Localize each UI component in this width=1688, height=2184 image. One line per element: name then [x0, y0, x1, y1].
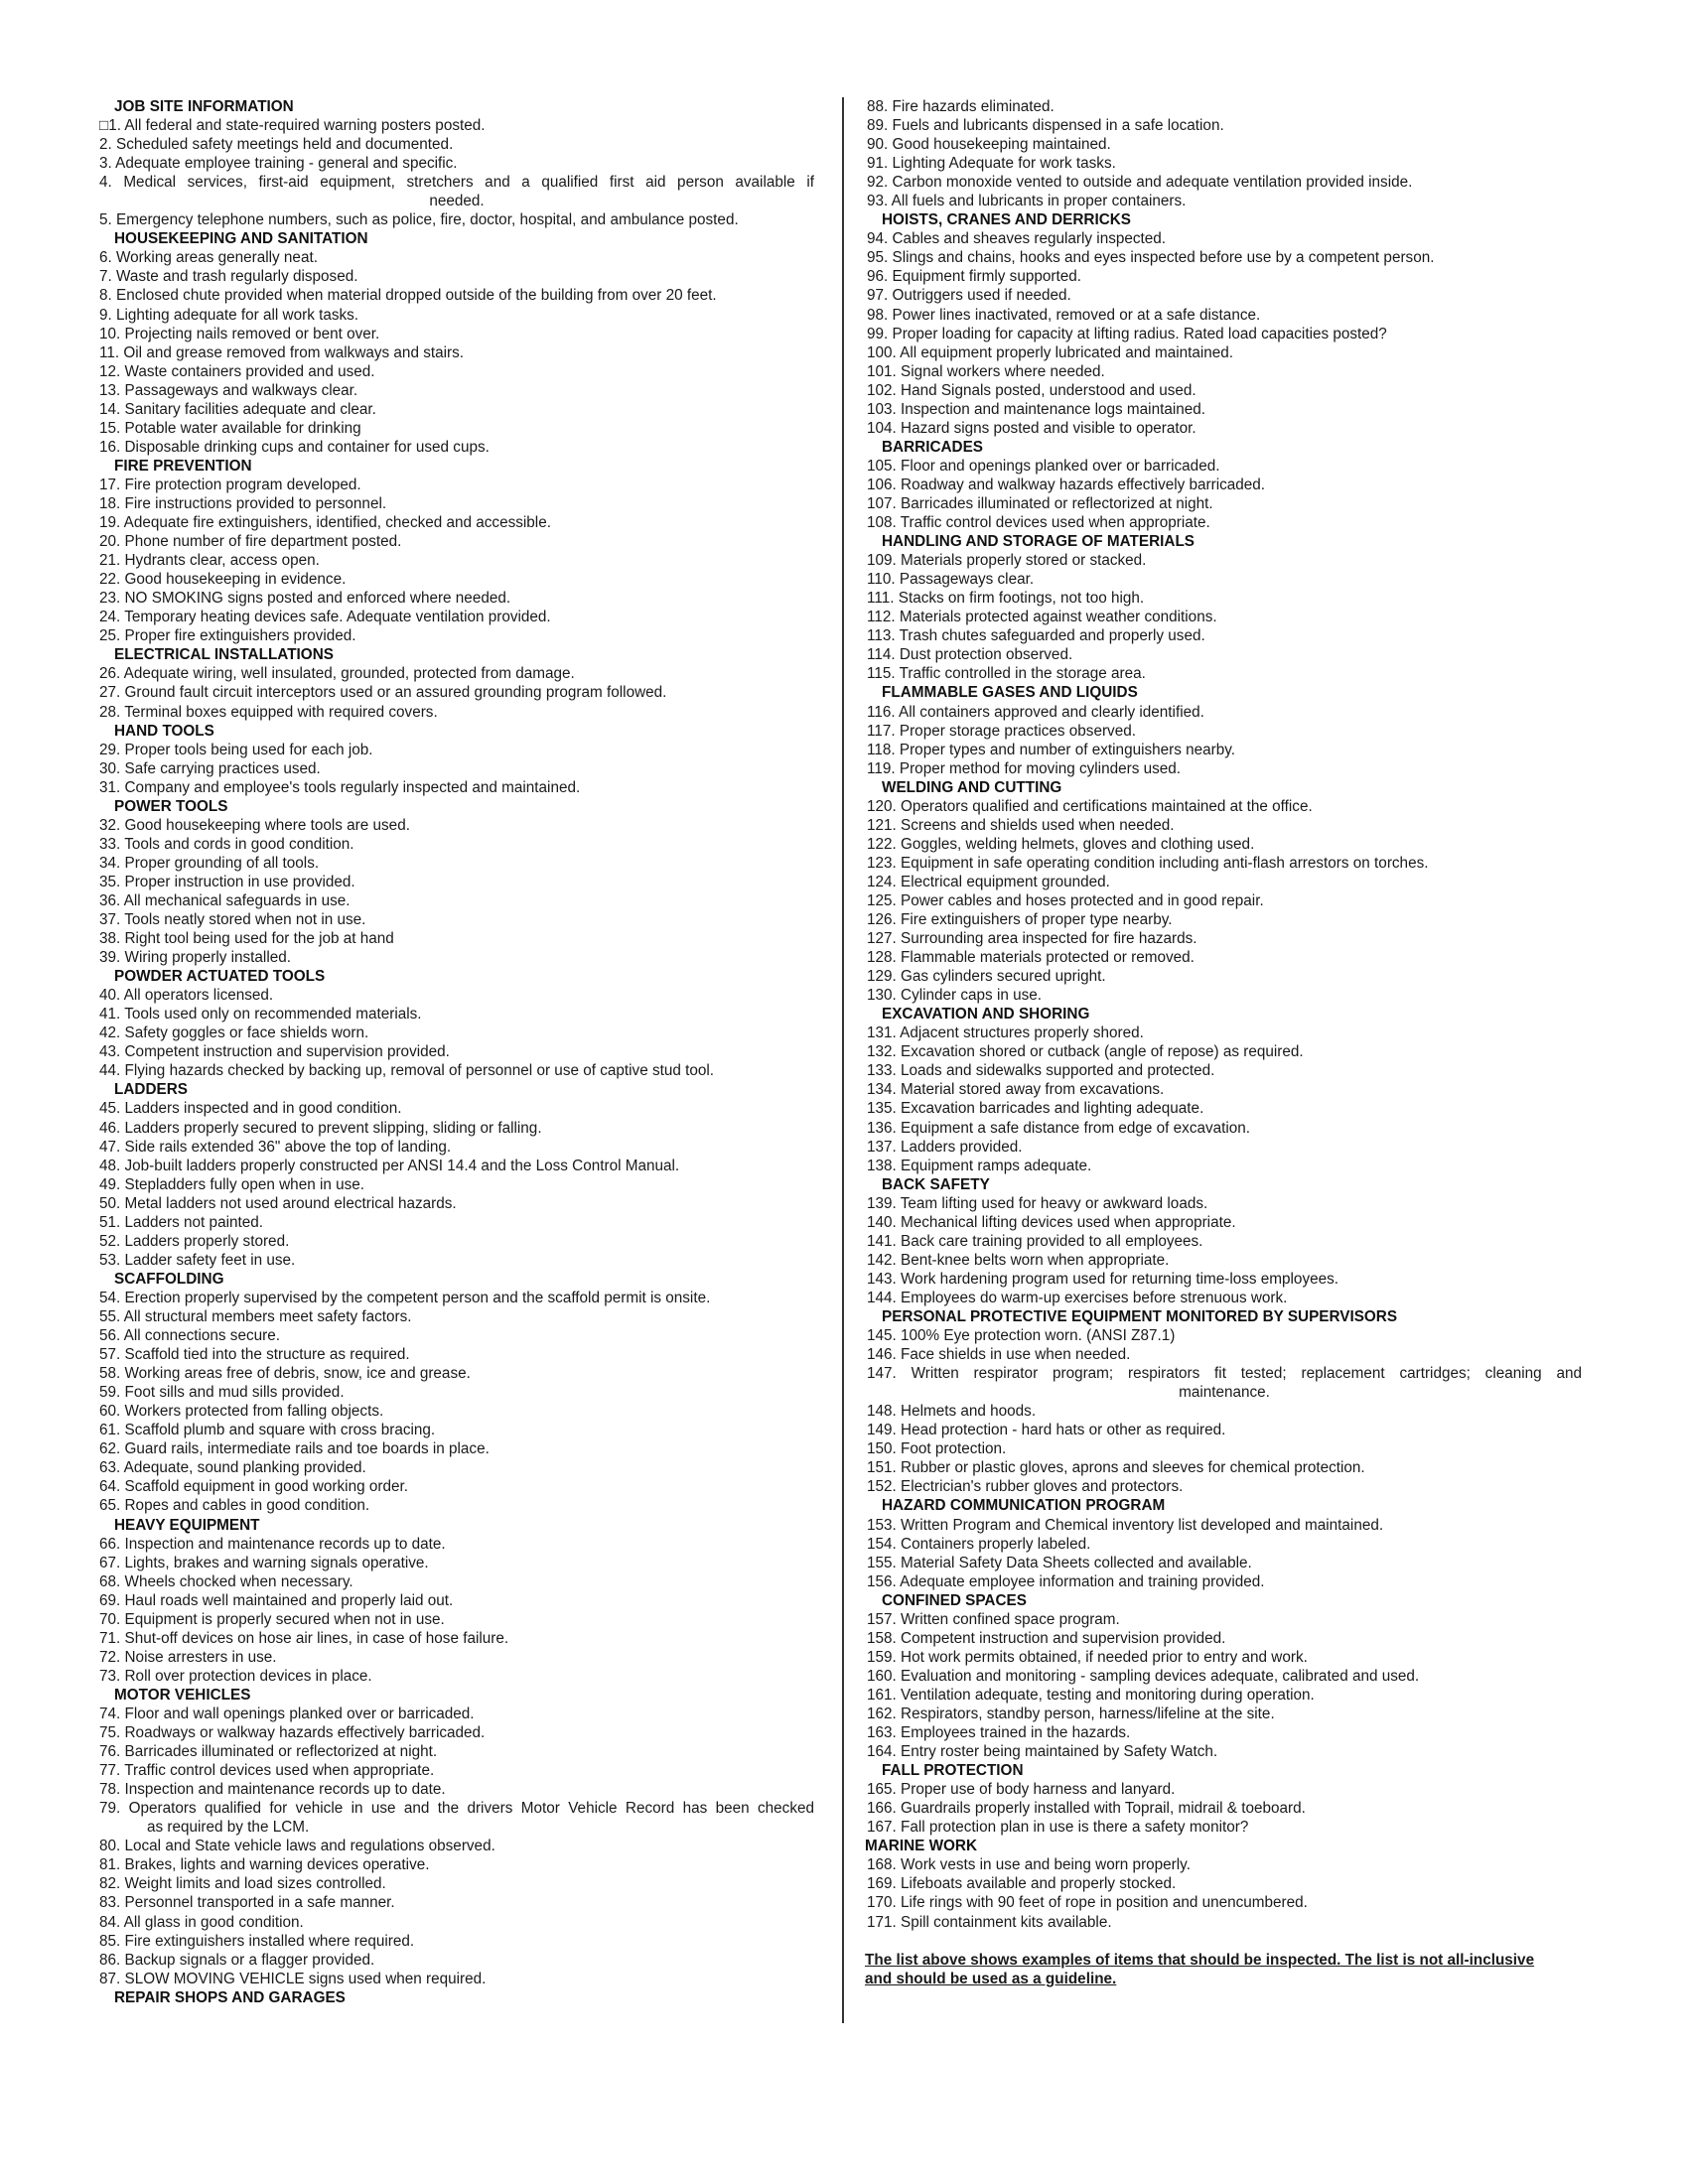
checklist-item: 8. Enclosed chute provided when material dropped outside of the building from over 20 feet. — [99, 287, 717, 305]
checklist-item: 13. Passageways and walkways clear. — [99, 381, 358, 399]
checklist-item: 87. SLOW MOVING VEHICLE signs used when required. — [99, 1970, 487, 1987]
checklist-item: 165. Proper use of body harness and lanyard. — [867, 1781, 1176, 1799]
section-title: FLAMMABLE GASES AND LIQUIDS — [882, 684, 1138, 702]
checklist-item: 28. Terminal boxes equipped with required covers. — [99, 703, 438, 721]
section-title: BACK SAFETY — [882, 1175, 990, 1193]
checklist-item: 116. All containers approved and clearly identified. — [867, 703, 1204, 721]
checklist-section — [865, 1005, 1582, 1174]
checklist-item: 95. Slings and chains, hooks and eyes inspected before use by a competent person. — [867, 249, 1435, 267]
checklist-item: 142. Bent-knee belts worn when appropriate. — [867, 1251, 1170, 1269]
checklist-item: 65. Ropes and cables in good condition. — [99, 1497, 370, 1515]
checklist-item: 88. Fire hazards eliminated. — [867, 98, 1055, 115]
checklist-item: 47. Side rails extended 36" above the top of landing. — [99, 1138, 452, 1156]
checklist-item: 168. Work vests in use and being worn properly. — [867, 1856, 1191, 1874]
checklist-item: 130. Cylinder caps in use. — [867, 987, 1043, 1005]
checklist-item: 77. Traffic control devices used when appropriate. — [99, 1762, 435, 1780]
checklist-item: 127. Surrounding area inspected for fire hazards. — [867, 930, 1197, 948]
checklist-section — [865, 683, 1582, 777]
checklist-item: 100. All equipment properly lubricated and maintained. — [867, 343, 1234, 361]
checklist-item: 18. Fire instructions provided to personnel. — [99, 494, 387, 512]
checklist-item: □1. All federal and state-required warning posters posted. — [99, 117, 486, 135]
checklist-item: 119. Proper method for moving cylinders used. — [867, 759, 1182, 777]
checklist-item: 72. Noise arresters in use. — [99, 1648, 277, 1666]
checklist-item: 58. Working areas free of debris, snow, ice and grease. — [99, 1365, 471, 1383]
section-title: CONFINED SPACES — [882, 1591, 1027, 1609]
checklist-item: 36. All mechanical safeguards in use. — [99, 891, 351, 909]
checklist-item: 112. Materials protected against weather conditions. — [867, 609, 1217, 626]
checklist-item: 136. Equipment a safe distance from edge of excavation. — [867, 1119, 1251, 1137]
checklist-item: 61. Scaffold plumb and square with cross bracing. — [99, 1422, 436, 1439]
checklist-item: 46. Ladders properly secured to prevent slipping, sliding or falling. — [99, 1119, 542, 1137]
checklist-item: 123. Equipment in safe operating condition including anti-flash arrestors on torches. — [867, 854, 1429, 872]
checklist-item: 57. Scaffold tied into the structure as required. — [99, 1346, 410, 1364]
checklist-item: 48. Job-built ladders properly constructed per ANSI 14.4 and the Loss Control Manual. — [99, 1157, 680, 1174]
checklist-item: 171. Spill containment kits available. — [867, 1913, 1112, 1931]
checklist-section — [97, 1516, 814, 1686]
checklist-item: 7. Waste and trash regularly disposed. — [99, 268, 358, 286]
checklist-item: 29. Proper tools being used for each job. — [99, 741, 373, 758]
checklist-item: 59. Foot sills and mud sills provided. — [99, 1384, 345, 1402]
checklist-item: 21. Hydrants clear, access open. — [99, 552, 320, 570]
checklist-item: 125. Power cables and hoses protected and in good repair. — [867, 891, 1264, 909]
section-title: HAND TOOLS — [114, 722, 214, 740]
checklist-item: 30. Safe carrying practices used. — [99, 759, 321, 777]
checklist-item: 122. Goggles, welding helmets, gloves and clothing used. — [867, 835, 1255, 853]
checklist-item: 11. Oil and grease removed from walkways and stairs. — [99, 343, 464, 361]
checklist-item: 12. Waste containers provided and used. — [99, 362, 375, 380]
column-divider — [842, 97, 844, 2023]
footer-note: The list above shows examples of items that should be inspected. The list is not all-inclusive and should be used as a guideline. — [865, 1951, 1535, 1987]
checklist-item: 150. Foot protection. — [867, 1440, 1007, 1458]
checklist-item: 102. Hand Signals posted, understood and used. — [867, 381, 1196, 399]
checklist-item: 80. Local and State vehicle laws and regulations observed. — [99, 1838, 495, 1855]
section-title: HAZARD COMMUNICATION PROGRAM — [882, 1497, 1166, 1515]
checklist-item: 82. Weight limits and load sizes controlled. — [99, 1875, 386, 1893]
checklist-item: 67. Lights, brakes and warning signals operative. — [99, 1554, 429, 1571]
checklist-item: 56. All connections secure. — [99, 1327, 280, 1345]
checklist-section — [865, 97, 1582, 210]
checklist-item: 126. Fire extinguishers of proper type nearby. — [867, 911, 1173, 929]
checklist-item: 75. Roadways or walkway hazards effectively barricaded. — [99, 1724, 486, 1742]
right-sections — [865, 97, 1582, 1932]
checklist-item: 145. 100% Eye protection worn. (ANSI Z87.1) — [867, 1327, 1176, 1345]
checklist-item: 10. Projecting nails removed or bent over. — [99, 325, 380, 342]
checklist-item: 144. Employees do warm-up exercises before strenuous work. — [867, 1289, 1288, 1306]
checklist-item: 91. Lighting Adequate for work tasks. — [867, 155, 1116, 173]
checklist-item: 162. Respirators, standby person, harness/lifeline at the site. — [867, 1705, 1275, 1722]
checklist-item: 140. Mechanical lifting devices used when appropriate. — [867, 1213, 1236, 1231]
checklist-item: 32. Good housekeeping where tools are used. — [99, 816, 410, 834]
checklist-item: 135. Excavation barricades and lighting adequate. — [867, 1100, 1204, 1118]
section-title: MARINE WORK — [865, 1838, 978, 1855]
checklist-item: 133. Loads and sidewalks supported and protected. — [867, 1062, 1215, 1080]
checklist-item: 99. Proper loading for capacity at lifting radius. Rated load capacities posted? — [867, 325, 1387, 342]
checklist-item: 141. Back care training provided to all employees. — [867, 1232, 1203, 1250]
checklist-item: 17. Fire protection program developed. — [99, 476, 361, 493]
checklist-item: 137. Ladders provided. — [867, 1138, 1023, 1156]
checklist-section — [865, 210, 1582, 438]
checklist-item: 33. Tools and cords in good condition. — [99, 835, 354, 853]
checklist-item: 43. Competent instruction and supervision provided. — [99, 1043, 450, 1061]
checklist-item: 2. Scheduled safety meetings held and documented. — [99, 136, 454, 154]
checklist-item: 113. Trash chutes safeguarded and properly used. — [867, 627, 1205, 645]
checklist-item: 160. Evaluation and monitoring - sampling devices adequate, calibrated and used. — [867, 1667, 1420, 1685]
checklist-section — [97, 645, 814, 721]
checklist-item: 97. Outriggers used if needed. — [867, 287, 1071, 305]
checklist-item: 93. All fuels and lubricants in proper containers. — [867, 193, 1187, 210]
section-title: WELDING AND CUTTING — [882, 778, 1062, 796]
checklist-item: 108. Traffic control devices used when appropriate. — [867, 514, 1210, 532]
section-title: SCAFFOLDING — [114, 1270, 224, 1288]
checklist-item: 70. Equipment is properly secured when not in use. — [99, 1610, 445, 1628]
checklist-item: 115. Traffic controlled in the storage area. — [867, 665, 1146, 683]
section-title: MOTOR VEHICLES — [114, 1686, 251, 1704]
section-title: FALL PROTECTION — [882, 1762, 1024, 1780]
checklist-section — [97, 229, 814, 457]
checklist-item: 163. Employees trained in the hazards. — [867, 1724, 1131, 1742]
left-column — [97, 97, 814, 2007]
checklist-section — [97, 1988, 814, 2007]
checklist-item: 35. Proper instruction in use provided. — [99, 873, 355, 890]
checklist-item: 71. Shut-off devices on hose air lines, in case of hose failure. — [99, 1629, 509, 1647]
checklist-item: 78. Inspection and maintenance records up to date. — [99, 1781, 446, 1799]
checklist-item: 110. Passageways clear. — [867, 571, 1035, 589]
checklist-item: 37. Tools neatly stored when not in use. — [99, 911, 366, 929]
checklist-item: 79. Operators qualified for vehicle in use and the drivers Motor Vehicle Record has been checked as required by the LCM. — [99, 1800, 814, 1837]
checklist-item: 134. Material stored away from excavations. — [867, 1081, 1165, 1099]
section-title: ELECTRICAL INSTALLATIONS — [114, 646, 334, 664]
checklist-item: 73. Roll over protection devices in place. — [99, 1667, 372, 1685]
checklist-item: 5. Emergency telephone numbers, such as police, fire, doctor, hospital, and ambulance posted. — [99, 211, 739, 229]
checklist-section — [865, 1175, 1582, 1307]
checklist-item: 22. Good housekeeping in evidence. — [99, 571, 347, 589]
checklist-item: 38. Right tool being used for the job at hand — [99, 930, 394, 948]
checklist-section — [97, 722, 814, 797]
checklist-item: 101. Signal workers where needed. — [867, 362, 1105, 380]
section-title: HOUSEKEEPING AND SANITATION — [114, 230, 368, 248]
checklist-item: 42. Safety goggles or face shields worn. — [99, 1024, 369, 1042]
checklist-item: 44. Flying hazards checked by backing up, removal of personnel or use of captive stud tool. — [99, 1062, 715, 1080]
checklist-item: 105. Floor and openings planked over or barricaded. — [867, 457, 1220, 475]
checklist-item: 138. Equipment ramps adequate. — [867, 1157, 1092, 1174]
checklist-item: 129. Gas cylinders secured upright. — [867, 968, 1106, 986]
checklist-item: 51. Ladders not painted. — [99, 1213, 263, 1231]
checklist-item: 106. Roadway and walkway hazards effectively barricaded. — [867, 476, 1266, 493]
checklist-item: 143. Work hardening program used for returning time-loss employees. — [867, 1270, 1339, 1288]
checklist-item: 83. Personnel transported in a safe manner. — [99, 1894, 395, 1912]
checklist-item: 24. Temporary heating devices safe. Adequate ventilation provided. — [99, 609, 551, 626]
checklist-section — [97, 457, 814, 645]
checklist-item: 16. Disposable drinking cups and container for used cups. — [99, 438, 490, 456]
section-title: HOISTS, CRANES AND DERRICKS — [882, 211, 1132, 229]
checklist-item: 139. Team lifting used for heavy or awkward loads. — [867, 1194, 1208, 1212]
right-column — [865, 97, 1582, 1988]
checklist-item: 149. Head protection - hard hats or other as required. — [867, 1422, 1226, 1439]
checklist-item: 96. Equipment firmly supported. — [867, 268, 1081, 286]
checklist-item: 128. Flammable materials protected or removed. — [867, 949, 1195, 967]
checklist-item: 26. Adequate wiring, well insulated, grounded, protected from damage. — [99, 665, 575, 683]
checklist-item: 41. Tools used only on recommended materials. — [99, 1006, 422, 1024]
checklist-item: 164. Entry roster being maintained by Safety Watch. — [867, 1743, 1218, 1761]
checklist-item: 34. Proper grounding of all tools. — [99, 854, 320, 872]
checklist-item: 111. Stacks on firm footings, not too high. — [867, 590, 1145, 608]
checklist-item: 19. Adequate fire extinguishers, identified, checked and accessible. — [99, 514, 551, 532]
section-title: JOB SITE INFORMATION — [114, 98, 294, 115]
checklist-item: 167. Fall protection plan in use is there a safety monitor? — [867, 1819, 1249, 1837]
section-title: BARRICADES — [882, 438, 983, 456]
checklist-item: 76. Barricades illuminated or reflectorized at night. — [99, 1743, 438, 1761]
checklist-item: 4. Medical services, first-aid equipment, stretchers and a qualified first aid person available if needed. — [99, 174, 814, 210]
section-title: EXCAVATION AND SHORING — [882, 1006, 1090, 1024]
checklist-item: 86. Backup signals or a flagger provided. — [99, 1951, 375, 1969]
checklist-item: 151. Rubber or plastic gloves, aprons and sleeves for chemical protection. — [867, 1459, 1365, 1477]
checklist-item: 147. Written respirator program; respirators fit tested; replacement cartridges; cleaning and maintenance. — [867, 1365, 1582, 1402]
checklist-item: 154. Containers properly labeled. — [867, 1535, 1091, 1553]
checklist-item: 166. Guardrails properly installed with Toprail, midrail & toeboard. — [867, 1800, 1306, 1818]
checklist-section — [865, 532, 1582, 683]
checklist-item: 152. Electrician's rubber gloves and protectors. — [867, 1478, 1184, 1496]
checklist-section — [97, 97, 814, 229]
checklist-item: 169. Lifeboats available and properly stocked. — [867, 1875, 1177, 1893]
checklist-section — [97, 797, 814, 967]
checklist-item: 85. Fire extinguishers installed where required. — [99, 1932, 415, 1950]
checklist-item: 9. Lighting adequate for all work tasks. — [99, 306, 359, 324]
checklist-item: 121. Screens and shields used when needed. — [867, 816, 1175, 834]
checklist-item: 161. Ventilation adequate, testing and monitoring during operation. — [867, 1686, 1315, 1704]
checklist-section — [97, 967, 814, 1080]
checklist-item: 39. Wiring properly installed. — [99, 949, 291, 967]
section-title: POWDER ACTUATED TOOLS — [114, 968, 326, 986]
checklist-section — [865, 1591, 1582, 1761]
checklist-item: 153. Written Program and Chemical inventory list developed and maintained. — [867, 1516, 1384, 1534]
checklist-section — [865, 1837, 1582, 1931]
checklist-item: 49. Stepladders fully open when in use. — [99, 1175, 365, 1193]
checklist-item: 131. Adjacent structures properly shored. — [867, 1024, 1144, 1042]
checklist-item: 90. Good housekeeping maintained. — [867, 136, 1111, 154]
checklist-item: 159. Hot work permits obtained, if needed prior to entry and work. — [867, 1648, 1308, 1666]
checklist-item: 45. Ladders inspected and in good condition. — [99, 1100, 402, 1118]
checklist-item: 84. All glass in good condition. — [99, 1913, 304, 1931]
checklist-item: 52. Ladders properly stored. — [99, 1232, 290, 1250]
checklist-item: 23. NO SMOKING signs posted and enforced where needed. — [99, 590, 511, 608]
checklist-item: 114. Dust protection observed. — [867, 646, 1073, 664]
checklist-item: 54. Erection properly supervised by the competent person and the scaffold permit is onsite. — [99, 1289, 711, 1306]
checklist-item: 118. Proper types and number of extinguishers nearby. — [867, 741, 1236, 758]
checklist-item: 14. Sanitary facilities adequate and clear. — [99, 400, 376, 418]
checklist-item: 31. Company and employee's tools regularly inspected and maintained. — [99, 778, 581, 796]
section-title: LADDERS — [114, 1081, 188, 1099]
checklist-item: 104. Hazard signs posted and visible to operator. — [867, 419, 1196, 437]
checklist-item: 64. Scaffold equipment in good working order. — [99, 1478, 408, 1496]
checklist-item: 94. Cables and sheaves regularly inspected. — [867, 230, 1167, 248]
checklist-section — [97, 1270, 814, 1516]
section-title: HANDLING AND STORAGE OF MATERIALS — [882, 533, 1195, 551]
checklist-item: 155. Material Safety Data Sheets collected and available. — [867, 1554, 1252, 1571]
checklist-item: 25. Proper fire extinguishers provided. — [99, 627, 356, 645]
checklist-section — [97, 1080, 814, 1269]
checklist-section — [865, 438, 1582, 532]
checklist-item: 27. Ground fault circuit interceptors used or an assured grounding program followed. — [99, 684, 667, 702]
section-title: PERSONAL PROTECTIVE EQUIPMENT MONITORED BY SUPERVISORS — [882, 1308, 1398, 1325]
checklist-section — [865, 1761, 1582, 1837]
checklist-item: 53. Ladder safety feet in use. — [99, 1251, 296, 1269]
checklist-item: 107. Barricades illuminated or reflectorized at night. — [867, 494, 1213, 512]
section-title: POWER TOOLS — [114, 797, 228, 815]
checklist-item: 157. Written confined space program. — [867, 1610, 1120, 1628]
checklist-item: 120. Operators qualified and certifications maintained at the office. — [867, 797, 1313, 815]
checklist-item: 3. Adequate employee training - general and specific. — [99, 155, 458, 173]
checklist-item: 117. Proper storage practices observed. — [867, 722, 1136, 740]
checklist-section — [865, 1496, 1582, 1590]
checklist-item: 62. Guard rails, intermediate rails and toe boards in place. — [99, 1440, 490, 1458]
checklist-item: 103. Inspection and maintenance logs maintained. — [867, 400, 1206, 418]
section-title: HEAVY EQUIPMENT — [114, 1516, 260, 1534]
checklist-section — [865, 778, 1582, 1006]
checklist-item: 74. Floor and wall openings planked over or barricaded. — [99, 1705, 475, 1722]
checklist-item: 132. Excavation shored or cutback (angle of repose) as required. — [867, 1043, 1304, 1061]
checklist-item: 6. Working areas generally neat. — [99, 249, 318, 267]
checklist-item: 146. Face shields in use when needed. — [867, 1346, 1131, 1364]
checklist-item: 156. Adequate employee information and training provided. — [867, 1572, 1265, 1590]
checklist-item: 60. Workers protected from falling objects. — [99, 1403, 384, 1421]
section-title: REPAIR SHOPS AND GARAGES — [114, 1988, 346, 2006]
checklist-item: 109. Materials properly stored or stacked. — [867, 552, 1147, 570]
checklist-item: 15. Potable water available for drinking — [99, 419, 361, 437]
checklist-item: 170. Life rings with 90 feet of rope in position and unencumbered. — [867, 1894, 1308, 1912]
checklist-item: 40. All operators licensed. — [99, 987, 274, 1005]
checklist-item: 20. Phone number of fire department posted. — [99, 533, 402, 551]
checklist-item: 89. Fuels and lubricants dispensed in a safe location. — [867, 117, 1224, 135]
checklist-section — [97, 1686, 814, 1988]
checklist-item: 98. Power lines inactivated, removed or at a safe distance. — [867, 306, 1261, 324]
checklist-item: 55. All structural members meet safety factors. — [99, 1308, 412, 1325]
checklist-item: 92. Carbon monoxide vented to outside and adequate ventilation provided inside. — [867, 174, 1413, 192]
checklist-item: 69. Haul roads well maintained and properly laid out. — [99, 1591, 454, 1609]
checklist-item: 124. Electrical equipment grounded. — [867, 873, 1110, 890]
checklist-item: 50. Metal ladders not used around electrical hazards. — [99, 1194, 457, 1212]
checklist-item: 66. Inspection and maintenance records up to date. — [99, 1535, 446, 1553]
checklist-item: 158. Competent instruction and supervision provided. — [867, 1629, 1226, 1647]
checklist-item: 81. Brakes, lights and warning devices operative. — [99, 1856, 430, 1874]
checklist-section — [865, 1307, 1582, 1496]
section-title: FIRE PREVENTION — [114, 457, 252, 475]
checklist-item: 63. Adequate, sound planking provided. — [99, 1459, 366, 1477]
checklist-item: 148. Helmets and hoods. — [867, 1403, 1037, 1421]
checklist-item: 68. Wheels chocked when necessary. — [99, 1572, 353, 1590]
